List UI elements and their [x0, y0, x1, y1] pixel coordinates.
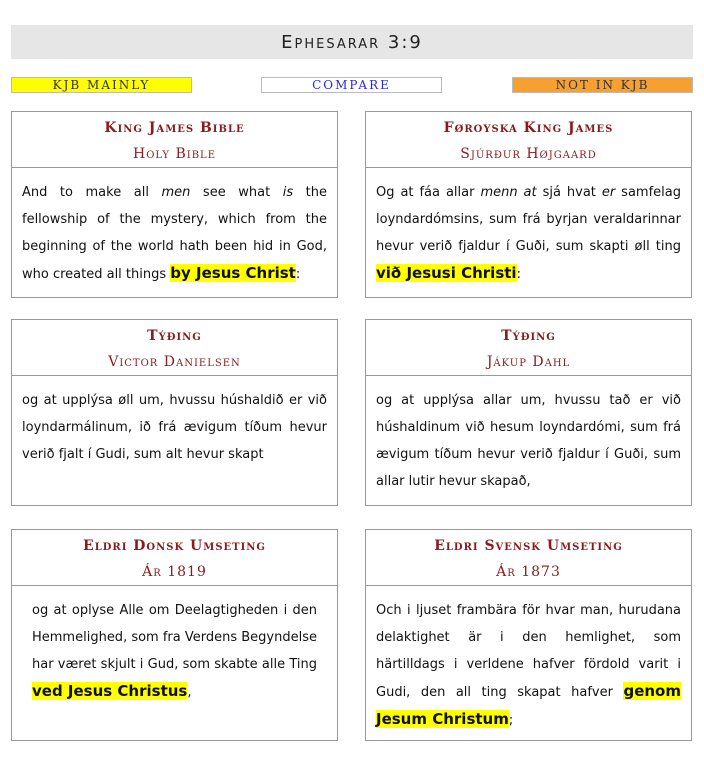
- card-subtitle: Holy Bible: [133, 146, 216, 162]
- verse-text: [366, 168, 691, 298]
- card-header: [12, 530, 337, 586]
- highlighted-phrase: genom Jesum Christum: [376, 682, 681, 728]
- verse-text-part: ;: [508, 713, 514, 728]
- verse-text: [12, 168, 337, 298]
- card-eldri-svensk-umseting: [365, 529, 692, 741]
- card-title: Týðing: [501, 328, 556, 344]
- italic-word: is: [282, 185, 294, 200]
- card-title: Føroyska King James: [443, 120, 614, 136]
- italic-word: er: [601, 185, 616, 200]
- verse-text-part: samfelag loyndardómsins, sum frá byrjan veraldarinnar hevur verið fjaldur í Guði, sum skapti øll ting: [376, 185, 681, 254]
- card-header: [366, 112, 691, 168]
- card-title: Eldri Donsk Umseting: [83, 538, 266, 554]
- verse-text-part: sjá hvat: [536, 185, 602, 200]
- verse-text: og at upplýsa øll um, hvussu húshaldið er við loyndarmálinum, ið frá ævigum tíðum hevur verið fjalt í Gudi, sum alt hevur skapt: [22, 393, 327, 462]
- highlighted-phrase: by Jesus Christ: [170, 264, 296, 282]
- verse-text-part: the fellowship of the mystery, which from the beginning of the world hath been hid in God, who created all things: [22, 185, 327, 282]
- card-title: Týðing: [147, 328, 202, 344]
- card-title: Eldri Svensk Umseting: [434, 538, 623, 554]
- highlighted-phrase: ved Jesus Christus: [32, 682, 188, 700]
- verse-text: [366, 586, 691, 744]
- verse-text-part: :: [516, 267, 521, 282]
- legend-kjb-mainly: KJB MAINLY: [11, 77, 192, 93]
- legend-compare[interactable]: COMPARE: [261, 77, 442, 93]
- card-king-james-bible: [11, 111, 338, 298]
- card-header: [366, 320, 691, 376]
- card-subtitle: Ár 1819: [142, 564, 207, 580]
- card-subtitle: Victor Danielsen: [108, 354, 241, 370]
- card-header: [366, 530, 691, 586]
- verse-text-part: ,: [187, 685, 192, 700]
- verse-text-part: :: [295, 267, 301, 282]
- card-title: King James Bible: [104, 120, 245, 136]
- page-title-bar: [11, 25, 693, 59]
- verse-text-part: see what: [190, 185, 283, 200]
- verse-text-part: Och i ljuset frambära för hvar man, hurudana delaktighet är i den hemlighet, som härtilldags i verldene hafver fördold varit i Gudi, den all ting skapat hafver: [376, 603, 681, 700]
- italic-word: menn at: [480, 185, 537, 200]
- verse-text-part: Og at fáa allar: [376, 185, 481, 200]
- italic-word: men: [161, 185, 191, 200]
- verse-text-part: og at oplyse Alle om Deelagtigheden i den Hemmelighed, som fra Verdens Begyndelse har været skjult i Gud, som skabte alle Ting: [32, 603, 317, 672]
- card-header: [12, 112, 337, 168]
- card-subtitle: Ár 1873: [496, 564, 561, 580]
- card-tyding-victor-danielsen: [11, 319, 338, 506]
- card-tyding-jakup-dahl: [365, 319, 692, 506]
- verse-text-part: And to make all: [22, 185, 162, 200]
- highlighted-phrase: við Jesusi Christi: [376, 264, 517, 282]
- legend-not-in-kjb: NOT IN KJB: [512, 77, 693, 93]
- card-subtitle: Sjúrður Højgaard: [460, 146, 597, 162]
- card-header: [12, 320, 337, 376]
- card-foroyska-king-james: [365, 111, 692, 298]
- card-subtitle: Jákup Dahl: [486, 354, 571, 370]
- card-eldri-donsk-umseting: [11, 529, 338, 741]
- verse-text: [12, 586, 337, 716]
- verse-text: og at upplýsa allar um, hvussu tað er við húshaldinum við hesum loyndardómi, sum frá ævigum tíðum hevur verið fjaldur í Guði, sum allar lutir hevur skapað,: [376, 393, 681, 489]
- page-title: Ephesarar 3:9: [281, 31, 423, 53]
